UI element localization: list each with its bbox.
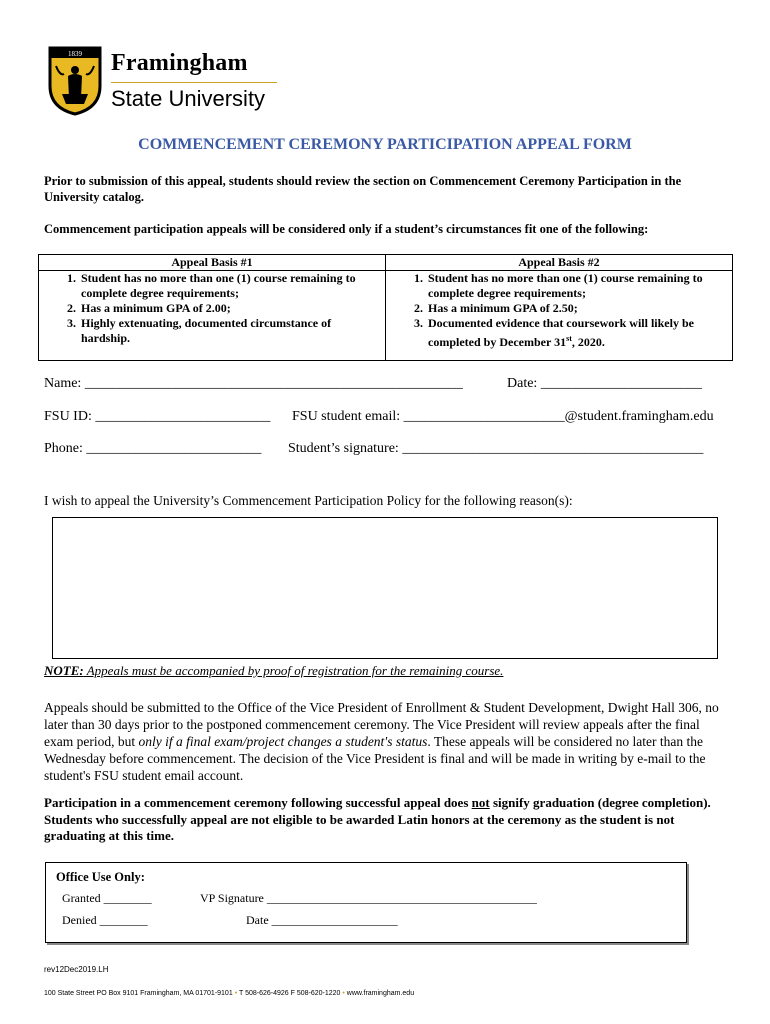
signature-field[interactable]: Student’s signature: ___________________________________________ [288, 441, 704, 456]
separator-dot: • [234, 990, 238, 997]
brand-divider [111, 82, 277, 83]
office-use-heading: Office Use Only: [56, 870, 145, 884]
date-field[interactable]: Date: _______________________ [507, 376, 702, 391]
basis-2-item: 1. Student has no more than one (1) course remaining to complete degree requirements; [426, 271, 726, 301]
office-date-field[interactable]: Date _____________________ [246, 913, 398, 927]
name-field[interactable]: Name: ______________________________________________________ [44, 376, 463, 391]
appeal-basis-2-heading: Appeal Basis #2 [386, 255, 732, 271]
basis-2-item: 2. Has a minimum GPA of 2.50; [426, 301, 726, 316]
reason-textarea[interactable] [52, 517, 718, 659]
appeal-basis-2 [385, 255, 732, 360]
office-use-box [45, 862, 687, 943]
criteria-intro: Commencement participation appeals will be considered only if a student’s circumstances fit one of the following: [44, 222, 649, 236]
appeal-basis-1 [39, 255, 385, 360]
phone-field[interactable]: Phone: _________________________ [44, 441, 262, 456]
brand-subtitle: State University [111, 86, 266, 111]
brand-name: Framingham [111, 50, 248, 76]
note-label: NOTE: [44, 663, 84, 678]
graduation-warning: Participation in a commencement ceremony following successful appeal does not signify graduation (degree completion). Students who successfully appeal are not eligible to be awarded Latin honors at the ceremony as the student is not graduating at this time. [44, 795, 711, 843]
fsu-id-field[interactable]: FSU ID: _________________________ [44, 409, 271, 424]
intro-paragraph: Prior to submission of this appeal, students should review the section on Commencement Ceremony Participation in the University catalog. [44, 174, 682, 204]
vp-signature-field[interactable]: VP Signature _____________________________________________ [200, 891, 537, 905]
separator-dot: • [342, 990, 345, 997]
reason-prompt: I wish to appeal the University’s Commencement Participation Policy for the following reason(s): [44, 493, 573, 508]
basis-2-item: 3. Documented evidence that coursework will likely be completed by December 31st, 2020. [426, 316, 726, 350]
footer-address: 100 State Street PO Box 9101 Framingham, MA 01701-9101 • T 508-626-4926 F 508-620-1220 • www.framingham.edu [44, 990, 415, 997]
submission-instructions: Appeals should be submitted to the Office of the Vice President of Enrollment & Student Development, Dwight Hall 306, no later than 30 days prior to the postponed commencement ceremony. The Vice President will review appeals after the final exam period, but only if a final exam/project changes a student's status. These appeals will be considered no later than the Wednesday before commencement. The decision of the Vice President is final and will be made in writing by e-mail to the student's FSU student email account. [44, 700, 719, 783]
note-text: Appeals must be accompanied by proof of registration for the remaining course. [83, 663, 504, 678]
revision-label: rev12Dec2019.LH [44, 965, 109, 974]
appeal-basis-table [38, 254, 733, 361]
form-title: COMMENCEMENT CEREMONY PARTICIPATION APPEAL FORM [138, 136, 632, 153]
note [44, 663, 503, 679]
basis-1-item: 1. Student has no more than one (1) course remaining to complete degree requirements; [79, 271, 379, 301]
appeal-basis-1-heading: Appeal Basis #1 [39, 255, 385, 271]
denied-field[interactable]: Denied ________ [62, 913, 148, 927]
seal-year: 1839 [68, 50, 82, 58]
basis-1-item: 2. Has a minimum GPA of 2.00; [79, 301, 379, 316]
basis-1-item: 3. Highly extenuating, documented circumstance of hardship. [79, 316, 379, 346]
university-seal-logo [48, 46, 102, 116]
student-email-field[interactable]: FSU student email: _______________________@student.framingham.edu [292, 409, 714, 424]
granted-field[interactable]: Granted ________ [62, 891, 152, 905]
